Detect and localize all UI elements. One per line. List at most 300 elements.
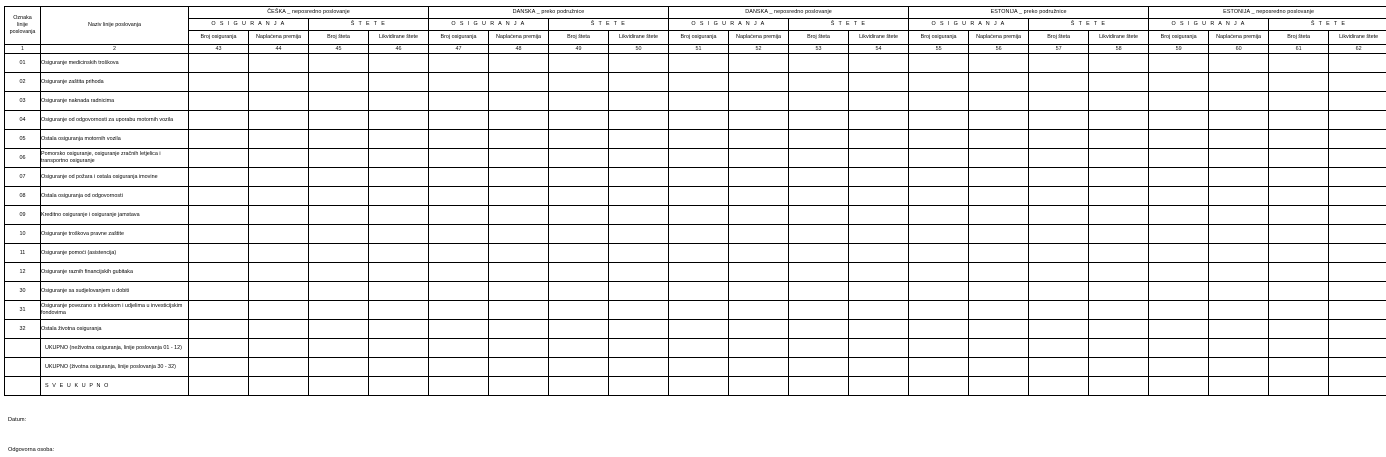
data-cell[interactable] bbox=[1029, 54, 1089, 73]
data-cell[interactable] bbox=[1149, 149, 1209, 168]
data-cell[interactable] bbox=[909, 149, 969, 168]
data-cell[interactable] bbox=[1209, 149, 1269, 168]
data-cell[interactable] bbox=[309, 187, 369, 206]
data-cell[interactable] bbox=[969, 320, 1029, 339]
data-cell[interactable] bbox=[1209, 320, 1269, 339]
data-cell[interactable] bbox=[309, 92, 369, 111]
data-cell[interactable] bbox=[249, 358, 309, 377]
data-cell[interactable] bbox=[309, 54, 369, 73]
data-cell[interactable] bbox=[1089, 301, 1149, 320]
data-cell[interactable] bbox=[1029, 377, 1089, 396]
data-cell[interactable] bbox=[1209, 187, 1269, 206]
data-cell[interactable] bbox=[669, 92, 729, 111]
data-cell[interactable] bbox=[1329, 339, 1386, 358]
data-cell[interactable] bbox=[1029, 130, 1089, 149]
data-cell[interactable] bbox=[1089, 130, 1149, 149]
data-cell[interactable] bbox=[489, 130, 549, 149]
data-cell[interactable] bbox=[669, 130, 729, 149]
data-cell[interactable] bbox=[1149, 320, 1209, 339]
data-cell[interactable] bbox=[849, 130, 909, 149]
data-cell[interactable] bbox=[1329, 320, 1386, 339]
data-cell[interactable] bbox=[249, 149, 309, 168]
data-cell[interactable] bbox=[729, 377, 789, 396]
data-cell[interactable] bbox=[1209, 206, 1269, 225]
data-cell[interactable] bbox=[1329, 377, 1386, 396]
data-cell[interactable] bbox=[909, 111, 969, 130]
data-cell[interactable] bbox=[189, 168, 249, 187]
data-cell[interactable] bbox=[189, 225, 249, 244]
data-cell[interactable] bbox=[1269, 111, 1329, 130]
data-cell[interactable] bbox=[969, 263, 1029, 282]
data-cell[interactable] bbox=[1209, 92, 1269, 111]
data-cell[interactable] bbox=[1269, 339, 1329, 358]
data-cell[interactable] bbox=[669, 358, 729, 377]
data-cell[interactable] bbox=[549, 339, 609, 358]
data-cell[interactable] bbox=[1149, 92, 1209, 111]
data-cell[interactable] bbox=[909, 358, 969, 377]
data-cell[interactable] bbox=[309, 244, 369, 263]
data-cell[interactable] bbox=[1269, 73, 1329, 92]
data-cell[interactable] bbox=[549, 263, 609, 282]
data-cell[interactable] bbox=[1149, 358, 1209, 377]
data-cell[interactable] bbox=[969, 301, 1029, 320]
data-cell[interactable] bbox=[1029, 358, 1089, 377]
data-cell[interactable] bbox=[1029, 187, 1089, 206]
data-cell[interactable] bbox=[249, 320, 309, 339]
data-cell[interactable] bbox=[1329, 168, 1386, 187]
data-cell[interactable] bbox=[429, 168, 489, 187]
data-cell[interactable] bbox=[249, 225, 309, 244]
data-cell[interactable] bbox=[1089, 111, 1149, 130]
data-cell[interactable] bbox=[1269, 168, 1329, 187]
data-cell[interactable] bbox=[189, 92, 249, 111]
data-cell[interactable] bbox=[1269, 282, 1329, 301]
data-cell[interactable] bbox=[1209, 168, 1269, 187]
data-cell[interactable] bbox=[849, 149, 909, 168]
data-cell[interactable] bbox=[609, 339, 669, 358]
data-cell[interactable] bbox=[549, 244, 609, 263]
data-cell[interactable] bbox=[1209, 244, 1269, 263]
data-cell[interactable] bbox=[609, 282, 669, 301]
data-cell[interactable] bbox=[189, 73, 249, 92]
data-cell[interactable] bbox=[669, 73, 729, 92]
data-cell[interactable] bbox=[1329, 73, 1386, 92]
data-cell[interactable] bbox=[1329, 358, 1386, 377]
data-cell[interactable] bbox=[1149, 54, 1209, 73]
data-cell[interactable] bbox=[729, 206, 789, 225]
data-cell[interactable] bbox=[1149, 377, 1209, 396]
data-cell[interactable] bbox=[309, 339, 369, 358]
data-cell[interactable] bbox=[429, 111, 489, 130]
data-cell[interactable] bbox=[729, 92, 789, 111]
data-cell[interactable] bbox=[489, 301, 549, 320]
data-cell[interactable] bbox=[1209, 225, 1269, 244]
data-cell[interactable] bbox=[189, 263, 249, 282]
data-cell[interactable] bbox=[789, 320, 849, 339]
data-cell[interactable] bbox=[189, 111, 249, 130]
data-cell[interactable] bbox=[1089, 54, 1149, 73]
data-cell[interactable] bbox=[1029, 206, 1089, 225]
data-cell[interactable] bbox=[1209, 339, 1269, 358]
data-cell[interactable] bbox=[1209, 377, 1269, 396]
data-cell[interactable] bbox=[729, 111, 789, 130]
data-cell[interactable] bbox=[489, 168, 549, 187]
data-cell[interactable] bbox=[1269, 377, 1329, 396]
data-cell[interactable] bbox=[189, 187, 249, 206]
data-cell[interactable] bbox=[1269, 320, 1329, 339]
data-cell[interactable] bbox=[669, 111, 729, 130]
data-cell[interactable] bbox=[969, 206, 1029, 225]
data-cell[interactable] bbox=[669, 206, 729, 225]
data-cell[interactable] bbox=[429, 301, 489, 320]
data-cell[interactable] bbox=[549, 168, 609, 187]
data-cell[interactable] bbox=[909, 73, 969, 92]
data-cell[interactable] bbox=[669, 339, 729, 358]
data-cell[interactable] bbox=[489, 377, 549, 396]
data-cell[interactable] bbox=[1209, 130, 1269, 149]
data-cell[interactable] bbox=[369, 282, 429, 301]
data-cell[interactable] bbox=[849, 187, 909, 206]
data-cell[interactable] bbox=[909, 377, 969, 396]
data-cell[interactable] bbox=[909, 225, 969, 244]
data-cell[interactable] bbox=[309, 377, 369, 396]
data-cell[interactable] bbox=[669, 244, 729, 263]
data-cell[interactable] bbox=[1149, 225, 1209, 244]
data-cell[interactable] bbox=[849, 225, 909, 244]
data-cell[interactable] bbox=[249, 73, 309, 92]
data-cell[interactable] bbox=[1329, 187, 1386, 206]
data-cell[interactable] bbox=[549, 92, 609, 111]
data-cell[interactable] bbox=[729, 130, 789, 149]
data-cell[interactable] bbox=[1329, 282, 1386, 301]
data-cell[interactable] bbox=[729, 73, 789, 92]
data-cell[interactable] bbox=[429, 244, 489, 263]
data-cell[interactable] bbox=[189, 54, 249, 73]
data-cell[interactable] bbox=[1269, 358, 1329, 377]
data-cell[interactable] bbox=[369, 54, 429, 73]
data-cell[interactable] bbox=[849, 244, 909, 263]
data-cell[interactable] bbox=[849, 282, 909, 301]
data-cell[interactable] bbox=[549, 358, 609, 377]
data-cell[interactable] bbox=[489, 358, 549, 377]
data-cell[interactable] bbox=[669, 263, 729, 282]
data-cell[interactable] bbox=[1149, 263, 1209, 282]
data-cell[interactable] bbox=[489, 149, 549, 168]
data-cell[interactable] bbox=[429, 73, 489, 92]
data-cell[interactable] bbox=[1029, 339, 1089, 358]
data-cell[interactable] bbox=[1089, 358, 1149, 377]
data-cell[interactable] bbox=[1149, 206, 1209, 225]
data-cell[interactable] bbox=[1149, 301, 1209, 320]
data-cell[interactable] bbox=[1329, 225, 1386, 244]
data-cell[interactable] bbox=[1269, 54, 1329, 73]
data-cell[interactable] bbox=[609, 377, 669, 396]
data-cell[interactable] bbox=[549, 54, 609, 73]
data-cell[interactable] bbox=[1269, 244, 1329, 263]
data-cell[interactable] bbox=[729, 244, 789, 263]
data-cell[interactable] bbox=[729, 187, 789, 206]
data-cell[interactable] bbox=[189, 339, 249, 358]
data-cell[interactable] bbox=[609, 225, 669, 244]
data-cell[interactable] bbox=[1149, 130, 1209, 149]
data-cell[interactable] bbox=[189, 130, 249, 149]
data-cell[interactable] bbox=[669, 149, 729, 168]
data-cell[interactable] bbox=[729, 282, 789, 301]
data-cell[interactable] bbox=[1089, 149, 1149, 168]
data-cell[interactable] bbox=[1269, 206, 1329, 225]
data-cell[interactable] bbox=[489, 244, 549, 263]
data-cell[interactable] bbox=[729, 301, 789, 320]
data-cell[interactable] bbox=[1149, 168, 1209, 187]
data-cell[interactable] bbox=[969, 282, 1029, 301]
data-cell[interactable] bbox=[369, 111, 429, 130]
data-cell[interactable] bbox=[909, 301, 969, 320]
data-cell[interactable] bbox=[429, 263, 489, 282]
data-cell[interactable] bbox=[849, 73, 909, 92]
data-cell[interactable] bbox=[1089, 377, 1149, 396]
data-cell[interactable] bbox=[789, 130, 849, 149]
data-cell[interactable] bbox=[189, 282, 249, 301]
data-cell[interactable] bbox=[669, 377, 729, 396]
data-cell[interactable] bbox=[1029, 149, 1089, 168]
data-cell[interactable] bbox=[909, 282, 969, 301]
data-cell[interactable] bbox=[609, 244, 669, 263]
data-cell[interactable] bbox=[1149, 73, 1209, 92]
data-cell[interactable] bbox=[1029, 320, 1089, 339]
data-cell[interactable] bbox=[189, 301, 249, 320]
data-cell[interactable] bbox=[429, 92, 489, 111]
data-cell[interactable] bbox=[969, 54, 1029, 73]
data-cell[interactable] bbox=[309, 73, 369, 92]
data-cell[interactable] bbox=[849, 301, 909, 320]
data-cell[interactable] bbox=[909, 168, 969, 187]
data-cell[interactable] bbox=[309, 111, 369, 130]
data-cell[interactable] bbox=[1089, 339, 1149, 358]
data-cell[interactable] bbox=[549, 73, 609, 92]
data-cell[interactable] bbox=[789, 225, 849, 244]
data-cell[interactable] bbox=[1029, 168, 1089, 187]
data-cell[interactable] bbox=[789, 339, 849, 358]
data-cell[interactable] bbox=[429, 206, 489, 225]
data-cell[interactable] bbox=[1029, 111, 1089, 130]
data-cell[interactable] bbox=[429, 130, 489, 149]
data-cell[interactable] bbox=[609, 130, 669, 149]
data-cell[interactable] bbox=[1329, 111, 1386, 130]
data-cell[interactable] bbox=[1089, 168, 1149, 187]
data-cell[interactable] bbox=[369, 130, 429, 149]
data-cell[interactable] bbox=[669, 301, 729, 320]
data-cell[interactable] bbox=[1089, 73, 1149, 92]
data-cell[interactable] bbox=[309, 168, 369, 187]
data-cell[interactable] bbox=[249, 377, 309, 396]
data-cell[interactable] bbox=[609, 54, 669, 73]
data-cell[interactable] bbox=[969, 149, 1029, 168]
data-cell[interactable] bbox=[249, 92, 309, 111]
data-cell[interactable] bbox=[1329, 130, 1386, 149]
data-cell[interactable] bbox=[369, 244, 429, 263]
data-cell[interactable] bbox=[429, 320, 489, 339]
data-cell[interactable] bbox=[609, 168, 669, 187]
data-cell[interactable] bbox=[1269, 301, 1329, 320]
data-cell[interactable] bbox=[969, 339, 1029, 358]
data-cell[interactable] bbox=[1089, 263, 1149, 282]
data-cell[interactable] bbox=[789, 168, 849, 187]
data-cell[interactable] bbox=[429, 282, 489, 301]
data-cell[interactable] bbox=[189, 206, 249, 225]
data-cell[interactable] bbox=[549, 206, 609, 225]
data-cell[interactable] bbox=[369, 377, 429, 396]
data-cell[interactable] bbox=[429, 54, 489, 73]
data-cell[interactable] bbox=[249, 339, 309, 358]
data-cell[interactable] bbox=[429, 358, 489, 377]
data-cell[interactable] bbox=[1089, 320, 1149, 339]
data-cell[interactable] bbox=[489, 206, 549, 225]
data-cell[interactable] bbox=[249, 282, 309, 301]
data-cell[interactable] bbox=[1029, 92, 1089, 111]
data-cell[interactable] bbox=[849, 92, 909, 111]
data-cell[interactable] bbox=[309, 130, 369, 149]
data-cell[interactable] bbox=[1029, 282, 1089, 301]
data-cell[interactable] bbox=[969, 92, 1029, 111]
data-cell[interactable] bbox=[489, 92, 549, 111]
data-cell[interactable] bbox=[909, 206, 969, 225]
data-cell[interactable] bbox=[1269, 187, 1329, 206]
data-cell[interactable] bbox=[309, 282, 369, 301]
data-cell[interactable] bbox=[789, 187, 849, 206]
data-cell[interactable] bbox=[789, 301, 849, 320]
data-cell[interactable] bbox=[789, 149, 849, 168]
data-cell[interactable] bbox=[249, 244, 309, 263]
data-cell[interactable] bbox=[369, 187, 429, 206]
data-cell[interactable] bbox=[369, 263, 429, 282]
data-cell[interactable] bbox=[789, 92, 849, 111]
data-cell[interactable] bbox=[1329, 301, 1386, 320]
data-cell[interactable] bbox=[1149, 111, 1209, 130]
data-cell[interactable] bbox=[1329, 206, 1386, 225]
data-cell[interactable] bbox=[369, 73, 429, 92]
data-cell[interactable] bbox=[609, 73, 669, 92]
data-cell[interactable] bbox=[669, 225, 729, 244]
data-cell[interactable] bbox=[549, 377, 609, 396]
data-cell[interactable] bbox=[1329, 149, 1386, 168]
data-cell[interactable] bbox=[429, 377, 489, 396]
data-cell[interactable] bbox=[729, 54, 789, 73]
data-cell[interactable] bbox=[369, 301, 429, 320]
data-cell[interactable] bbox=[969, 187, 1029, 206]
data-cell[interactable] bbox=[549, 320, 609, 339]
data-cell[interactable] bbox=[1209, 301, 1269, 320]
data-cell[interactable] bbox=[1089, 206, 1149, 225]
data-cell[interactable] bbox=[189, 358, 249, 377]
data-cell[interactable] bbox=[549, 187, 609, 206]
data-cell[interactable] bbox=[969, 130, 1029, 149]
data-cell[interactable] bbox=[969, 244, 1029, 263]
data-cell[interactable] bbox=[249, 111, 309, 130]
data-cell[interactable] bbox=[429, 149, 489, 168]
data-cell[interactable] bbox=[669, 168, 729, 187]
data-cell[interactable] bbox=[609, 320, 669, 339]
data-cell[interactable] bbox=[969, 111, 1029, 130]
data-cell[interactable] bbox=[609, 206, 669, 225]
data-cell[interactable] bbox=[189, 149, 249, 168]
data-cell[interactable] bbox=[369, 358, 429, 377]
data-cell[interactable] bbox=[789, 111, 849, 130]
data-cell[interactable] bbox=[1149, 187, 1209, 206]
data-cell[interactable] bbox=[729, 320, 789, 339]
data-cell[interactable] bbox=[309, 320, 369, 339]
data-cell[interactable] bbox=[429, 187, 489, 206]
data-cell[interactable] bbox=[969, 377, 1029, 396]
data-cell[interactable] bbox=[489, 282, 549, 301]
data-cell[interactable] bbox=[1209, 73, 1269, 92]
data-cell[interactable] bbox=[489, 111, 549, 130]
data-cell[interactable] bbox=[309, 149, 369, 168]
data-cell[interactable] bbox=[369, 206, 429, 225]
data-cell[interactable] bbox=[249, 54, 309, 73]
data-cell[interactable] bbox=[429, 225, 489, 244]
data-cell[interactable] bbox=[309, 263, 369, 282]
data-cell[interactable] bbox=[789, 358, 849, 377]
data-cell[interactable] bbox=[489, 54, 549, 73]
data-cell[interactable] bbox=[609, 301, 669, 320]
data-cell[interactable] bbox=[549, 282, 609, 301]
data-cell[interactable] bbox=[1029, 263, 1089, 282]
data-cell[interactable] bbox=[849, 206, 909, 225]
data-cell[interactable] bbox=[789, 377, 849, 396]
data-cell[interactable] bbox=[669, 282, 729, 301]
data-cell[interactable] bbox=[789, 282, 849, 301]
data-cell[interactable] bbox=[549, 130, 609, 149]
data-cell[interactable] bbox=[1209, 282, 1269, 301]
data-cell[interactable] bbox=[369, 149, 429, 168]
data-cell[interactable] bbox=[429, 339, 489, 358]
data-cell[interactable] bbox=[489, 263, 549, 282]
data-cell[interactable] bbox=[969, 358, 1029, 377]
data-cell[interactable] bbox=[189, 320, 249, 339]
data-cell[interactable] bbox=[849, 339, 909, 358]
data-cell[interactable] bbox=[369, 339, 429, 358]
data-cell[interactable] bbox=[549, 225, 609, 244]
data-cell[interactable] bbox=[249, 263, 309, 282]
data-cell[interactable] bbox=[609, 149, 669, 168]
data-cell[interactable] bbox=[489, 320, 549, 339]
data-cell[interactable] bbox=[1089, 282, 1149, 301]
data-cell[interactable] bbox=[729, 339, 789, 358]
data-cell[interactable] bbox=[789, 73, 849, 92]
data-cell[interactable] bbox=[849, 54, 909, 73]
data-cell[interactable] bbox=[789, 244, 849, 263]
data-cell[interactable] bbox=[969, 168, 1029, 187]
data-cell[interactable] bbox=[969, 225, 1029, 244]
data-cell[interactable] bbox=[189, 377, 249, 396]
data-cell[interactable] bbox=[909, 130, 969, 149]
data-cell[interactable] bbox=[909, 320, 969, 339]
data-cell[interactable] bbox=[369, 225, 429, 244]
data-cell[interactable] bbox=[249, 130, 309, 149]
data-cell[interactable] bbox=[1269, 149, 1329, 168]
data-cell[interactable] bbox=[369, 168, 429, 187]
data-cell[interactable] bbox=[1269, 225, 1329, 244]
data-cell[interactable] bbox=[729, 225, 789, 244]
data-cell[interactable] bbox=[489, 225, 549, 244]
data-cell[interactable] bbox=[609, 263, 669, 282]
data-cell[interactable] bbox=[729, 149, 789, 168]
data-cell[interactable] bbox=[1329, 92, 1386, 111]
data-cell[interactable] bbox=[549, 111, 609, 130]
data-cell[interactable] bbox=[1089, 225, 1149, 244]
data-cell[interactable] bbox=[1029, 301, 1089, 320]
data-cell[interactable] bbox=[1089, 187, 1149, 206]
